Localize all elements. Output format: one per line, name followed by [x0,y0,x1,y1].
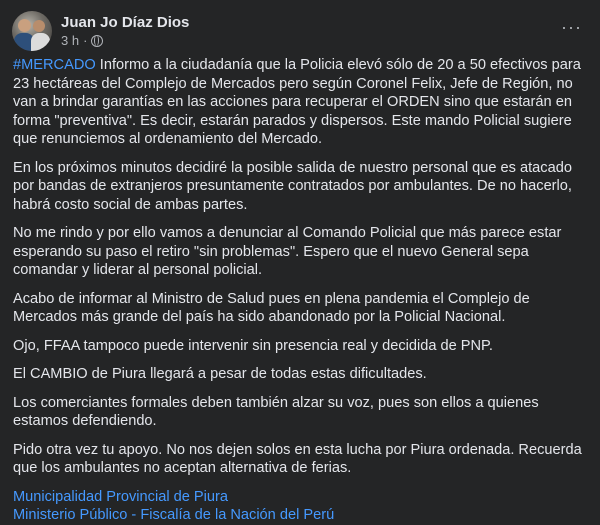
paragraph-4: Acabo de informar al Ministro de Salud pues en plena pandemia el Complejo de Mercados más grande del país ha sido abandonado por la Policial Nacional. [13,290,530,325]
hashtag-link[interactable]: #MERCADO [13,57,96,73]
paragraph-3: No me rindo y por ello vamos a denunciar al Comando Policial que más parece estar esperando su paso el retiro "sin problemas". Espero que el nuevo General sepa comandar y liderar al personal policial. [13,225,562,278]
post-body [13,56,591,525]
paragraph-8: Pido otra vez tu apoyo. No nos dejen solos en esta lucha por Piura ordenada. Recuerda que los ambulantes no aceptan alternativa de ferias. [13,441,582,476]
paragraph-2: En los próximos minutos decidiré la posible salida de nuestro personal que es atacado por bandas de extranjeros presuntamente contratados por ambulantes. De no hacerlo, habrá costo social de ambas partes. [13,159,572,213]
paragraph-text: Informo a la ciudadanía que la Policia elevó sólo de 20 a 50 efectivos para 23 hectáreas del Complejo de Mercados pero según Coronel Felix, Jefe de Región, no van a brindar garantías en las acciones para recuperar el ORDEN sino que estarán en forma "preventiva". Es decir, estarán parados y dispersos. Este mando Policial sugiere que renunciemos al ordenamiento del Mercado. [13,57,581,147]
post-subline [61,32,189,49]
globe-icon[interactable] [91,35,103,47]
tag-link-ministerio[interactable]: Ministerio Público - Fiscalía de la Nación del Perú [13,507,335,523]
paragraph-6: El CAMBIO de Piura llegará a pesar de todas estas dificultades. [13,366,427,382]
post-header [12,11,189,51]
more-options-icon[interactable]: ··· [561,17,582,37]
post-meta [61,13,189,49]
separator-dot: · [83,33,88,48]
paragraph-1 [13,56,591,149]
paragraph-7: Los comerciantes formales deben también alzar su voz, pues son ellos a quienes estamos defendiendo. [13,394,539,429]
author-name[interactable]: Juan Jo Díaz Dios [61,14,190,31]
tagged-pages [13,488,591,525]
paragraph-5: Ojo, FFAA tampoco puede intervenir sin presencia real y decidida de PNP. [13,337,493,354]
tag-link-municipalidad[interactable]: Municipalidad Provincial de Piura [13,488,228,505]
post-timestamp[interactable]: 3 h [61,33,80,48]
author-avatar[interactable] [12,11,52,51]
